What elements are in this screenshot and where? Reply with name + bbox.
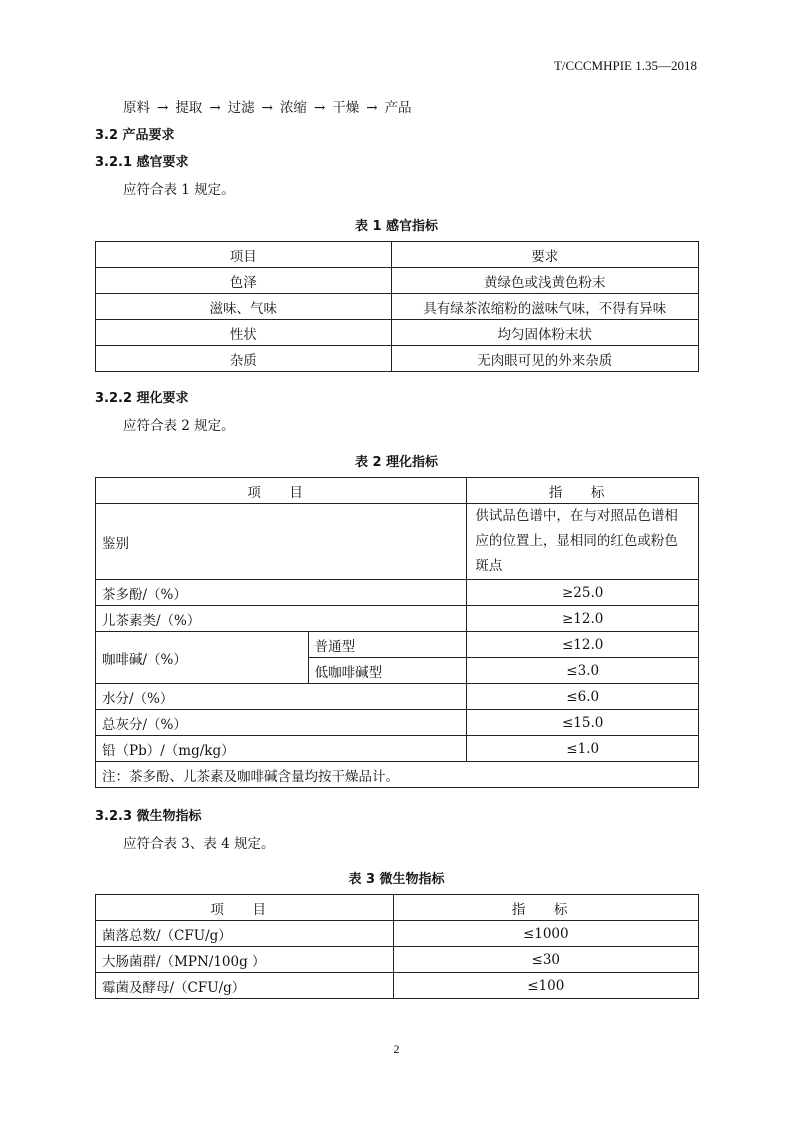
table-row	[96, 504, 699, 580]
table2-caption: 表 2 理化指标	[354, 455, 439, 470]
table-cell: ≤30	[393, 947, 698, 973]
table-cell: ≥25.0	[467, 580, 699, 606]
table-row	[96, 346, 699, 372]
flow-step: 原料	[123, 100, 150, 116]
section-heading-3-2: 3.2 产品要求	[95, 128, 175, 143]
flow-step: 过滤	[227, 100, 255, 116]
table-cell: 鉴别	[96, 504, 467, 580]
table-row	[96, 320, 699, 346]
table-cell: 儿茶素类/（%）	[96, 606, 467, 632]
section-text-3-2-1: 应符合表 1 规定。	[123, 182, 235, 198]
table-row	[96, 710, 699, 736]
table-cell: 水分/（%）	[96, 684, 467, 710]
table-row	[96, 606, 699, 632]
table3-caption: 表 3 微生物指标	[348, 872, 445, 887]
microbial-table	[95, 894, 699, 999]
table-header-row	[96, 242, 699, 268]
table-cell: ≤1000	[393, 921, 698, 947]
document-code: T/CCCMHPIE 1.35—2018	[553, 58, 697, 73]
table-row	[96, 684, 699, 710]
table-cell: ≤15.0	[467, 710, 699, 736]
table-cell: 滋味、气味	[96, 294, 392, 320]
header-cell: 要求	[391, 242, 699, 268]
table-note-row	[96, 762, 699, 788]
table-row	[96, 973, 699, 999]
table-cell: 茶多酚/（%）	[96, 580, 467, 606]
table-row	[96, 632, 699, 658]
table-row	[96, 736, 699, 762]
arrow-right-icon: →	[209, 100, 221, 116]
table-cell: ≤6.0	[467, 684, 699, 710]
header-text: 项 目	[210, 901, 279, 918]
arrow-right-icon: →	[157, 100, 169, 116]
physicochemical-table	[95, 477, 699, 788]
table-row	[96, 268, 699, 294]
table-cell: ≤1.0	[467, 736, 699, 762]
process-flow	[123, 96, 412, 116]
table-row	[96, 921, 699, 947]
flow-step: 干燥	[332, 100, 360, 116]
table-cell: 黄绿色或浅黄色粉末	[391, 268, 699, 294]
table-cell: 霉菌及酵母/（CFU/g）	[96, 973, 394, 999]
arrow-right-icon: →	[366, 100, 378, 116]
header-cell	[467, 478, 699, 504]
table-row	[96, 580, 699, 606]
section-heading-3-2-1: 3.2.1 感官要求	[95, 155, 189, 170]
table-cell: 性状	[96, 320, 392, 346]
header-cell	[393, 895, 698, 921]
header-cell: 项目	[96, 242, 392, 268]
table-cell: 具有绿茶浓缩粉的滋味气味，不得有异味	[391, 294, 699, 320]
table-note: 注：茶多酚、儿茶素及咖啡碱含量均按干燥品计。	[96, 762, 699, 788]
arrow-right-icon: →	[313, 100, 326, 116]
table-cell: 色泽	[96, 268, 392, 294]
flow-step: 提取	[175, 100, 203, 116]
table-cell: 铅（Pb）/（mg/kg）	[96, 736, 467, 762]
table1-caption: 表 1 感官指标	[354, 219, 439, 234]
flow-step: 浓缩	[279, 100, 307, 116]
table-cell: ≤3.0	[467, 658, 699, 684]
page-number: 2	[393, 1042, 400, 1056]
table-cell: 杂质	[96, 346, 392, 372]
header-cell	[96, 478, 467, 504]
flow-step: 产品	[384, 100, 412, 116]
section-heading-3-2-2: 3.2.2 理化要求	[95, 391, 189, 406]
section-text-3-2-2: 应符合表 2 规定。	[123, 418, 235, 434]
table-cell: ≥12.0	[467, 606, 699, 632]
table-cell: ≤100	[393, 973, 698, 999]
table-cell: 总灰分/（%）	[96, 710, 467, 736]
table-header-row	[96, 478, 699, 504]
sensory-table	[95, 241, 699, 372]
table-cell: 咖啡碱/（%）	[96, 632, 309, 684]
table-header-row	[96, 895, 699, 921]
table-cell: 菌落总数/（CFU/g）	[96, 921, 394, 947]
table-cell: 低咖啡碱型	[308, 658, 467, 684]
table-cell: 均匀固体粉末状	[391, 320, 699, 346]
table-cell: 大肠菌群/（MPN/100g ）	[96, 947, 394, 973]
header-text: 项 目	[247, 484, 316, 501]
section-text-3-2-3: 应符合表 3、表 4 规定。	[123, 836, 275, 852]
section-heading-3-2-3: 3.2.3 微生物指标	[95, 809, 202, 824]
table-cell: 供试品色谱中，在与对照品色谱相应的位置上，显相同的红色或粉色斑点	[467, 504, 699, 580]
table-row	[96, 947, 699, 973]
arrow-right-icon: →	[261, 100, 273, 116]
header-text: 指 标	[511, 901, 580, 918]
header-text: 指 标	[548, 484, 617, 501]
table-cell: 普通型	[308, 632, 467, 658]
header-cell	[96, 895, 394, 921]
table-cell: 无肉眼可见的外来杂质	[391, 346, 699, 372]
table-row	[96, 294, 699, 320]
table-cell: ≤12.0	[467, 632, 699, 658]
